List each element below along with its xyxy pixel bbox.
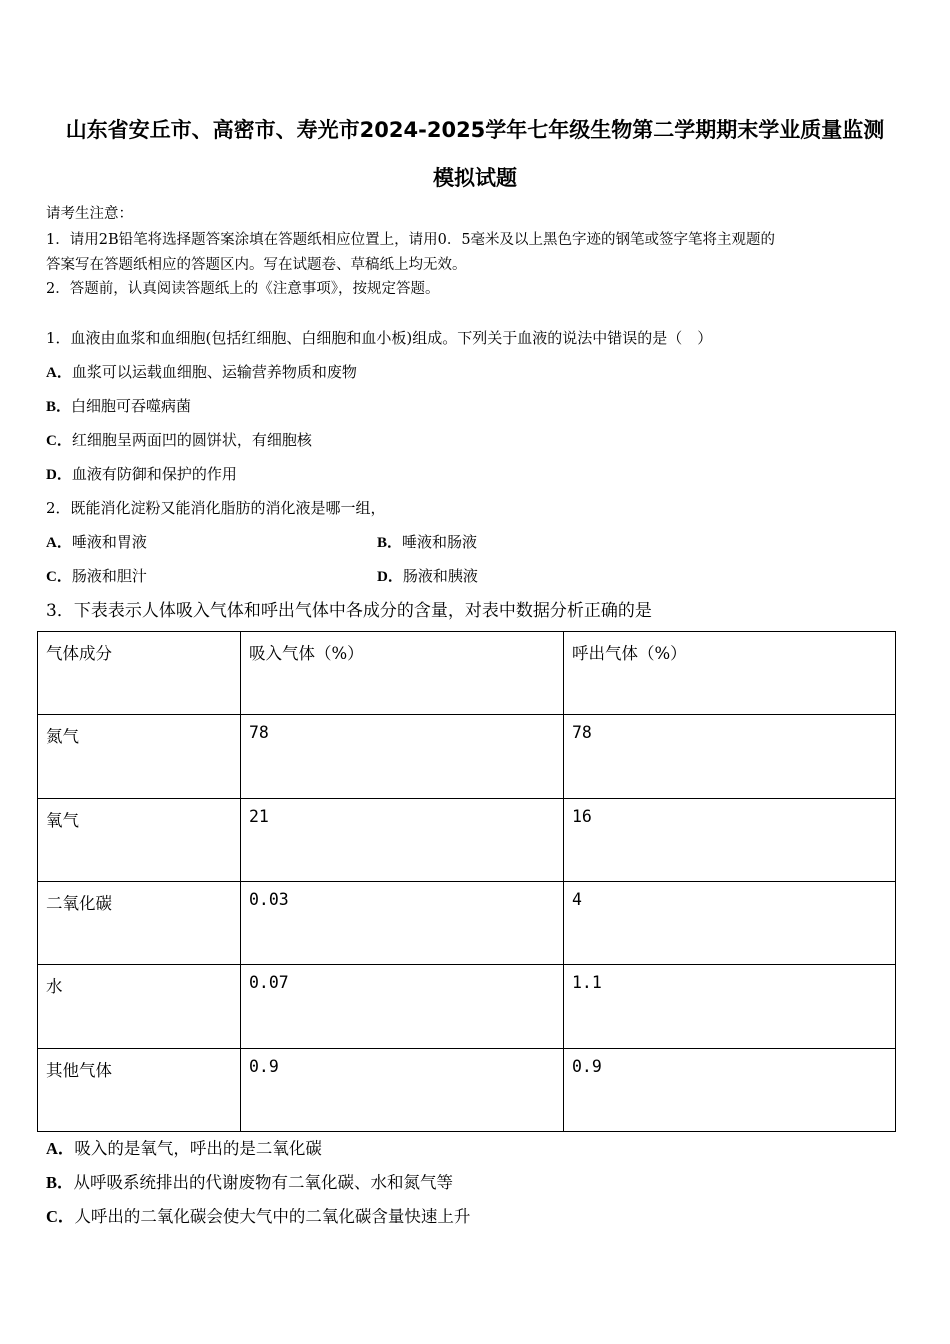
question-2-stem: 2．既能消化淀粉又能消化脂肪的消化液是哪一组，: [46, 499, 386, 517]
table-row: [38, 1048, 896, 1131]
question-1-stem: 1．血液由血浆和血细胞(包括红细胞、白细胞和血小板)组成。下列关于血液的说法中错误的是（ ）: [46, 329, 713, 347]
option-text: 血浆可以运载血细胞、运输营养物质和废物: [71, 363, 357, 381]
table-header-row: [38, 632, 896, 715]
question-1-option-c: [46, 429, 312, 450]
option-label: B．: [46, 1173, 74, 1192]
question-1-option-a: [46, 361, 357, 382]
table-row: [38, 965, 896, 1048]
question-3-stem: 3．下表表示人体吸入气体和呼出气体中各成分的含量，对表中数据分析正确的是: [46, 601, 652, 621]
option-label: A．: [46, 535, 72, 551]
table-cell: 0.07: [241, 965, 564, 1048]
table-cell: 78: [564, 715, 896, 798]
question-3-option-a: [46, 1135, 322, 1159]
table-cell: 4: [564, 881, 896, 964]
option-label: C．: [46, 1207, 75, 1226]
table-header-cell: 吸入气体（%）: [241, 632, 564, 715]
table-cell: 氮气: [38, 715, 241, 798]
table-cell: 其他气体: [38, 1048, 241, 1131]
option-text: 红细胞呈两面凹的圆饼状，有细胞核: [71, 431, 312, 449]
option-label: D．: [377, 569, 403, 585]
option-text: 肠液和胰液: [402, 567, 478, 585]
option-label: B．: [46, 399, 72, 415]
option-label: C．: [46, 433, 72, 449]
option-text: 唾液和胃液: [71, 533, 147, 551]
option-text: 血液有防御和保护的作用: [71, 465, 237, 483]
option-text: 唾液和肠液: [402, 533, 478, 551]
option-text: 白细胞可吞噬病菌: [71, 397, 192, 415]
table-cell: 二氧化碳: [38, 881, 241, 964]
table-header-cell: 呼出气体（%）: [564, 632, 896, 715]
option-label: C．: [46, 569, 72, 585]
table-cell: 78: [241, 715, 564, 798]
table-header-cell: 气体成分: [38, 632, 241, 715]
option-text: 从呼吸系统排出的代谢废物有二氧化碳、水和氮气等: [73, 1173, 454, 1192]
option-text: 肠液和胆汁: [71, 567, 147, 585]
question-1-option-d: [46, 463, 237, 484]
question-2-option-d: [377, 565, 478, 586]
option-label: A．: [46, 365, 72, 381]
question-2-option-a: [46, 531, 147, 552]
table-row: [38, 715, 896, 798]
question-3-option-c: [46, 1203, 470, 1227]
table-cell: 0.03: [241, 881, 564, 964]
document-title-line1: 山东省安丘市、高密市、寿光市2024-2025学年七年级生物第二学期期末学业质量监测: [65, 118, 885, 142]
notice-item-2: 2．答题前，认真阅读答题纸上的《注意事项》，按规定答题。: [46, 281, 440, 297]
option-label: A．: [46, 1139, 75, 1158]
table-cell: 16: [564, 798, 896, 881]
table-cell: 21: [241, 798, 564, 881]
question-2-option-b: [377, 531, 477, 552]
question-1-option-b: [46, 395, 191, 416]
question-2-option-c: [46, 565, 147, 586]
table-row: [38, 798, 896, 881]
option-text: 人呼出的二氧化碳会使大气中的二氧化碳含量快速上升: [74, 1207, 471, 1226]
option-label: D．: [46, 467, 72, 483]
notice-item-1-cont: 答案写在答题纸相应的答题区内。写在试题卷、草稿纸上均无效。: [46, 257, 467, 273]
document-title-line2: 模拟试题: [433, 166, 517, 190]
option-label: B．: [377, 535, 403, 551]
gas-composition-table: [37, 631, 896, 1132]
table-cell: 0.9: [241, 1048, 564, 1131]
table-cell: 1.1: [564, 965, 896, 1048]
table-cell: 0.9: [564, 1048, 896, 1131]
option-text: 吸入的是氧气，呼出的是二氧化碳: [74, 1139, 322, 1158]
table-row: [38, 881, 896, 964]
notice-item-1: 1．请用2B铅笔将选择题答案涂填在答题纸相应位置上，请用0．5毫米及以上黑色字迹的钢笔或签字笔将主观题的: [46, 232, 776, 248]
notice-heading: 请考生注意：: [46, 206, 133, 222]
table-cell: 氧气: [38, 798, 241, 881]
question-3-option-b: [46, 1169, 453, 1193]
table-cell: 水: [38, 965, 241, 1048]
